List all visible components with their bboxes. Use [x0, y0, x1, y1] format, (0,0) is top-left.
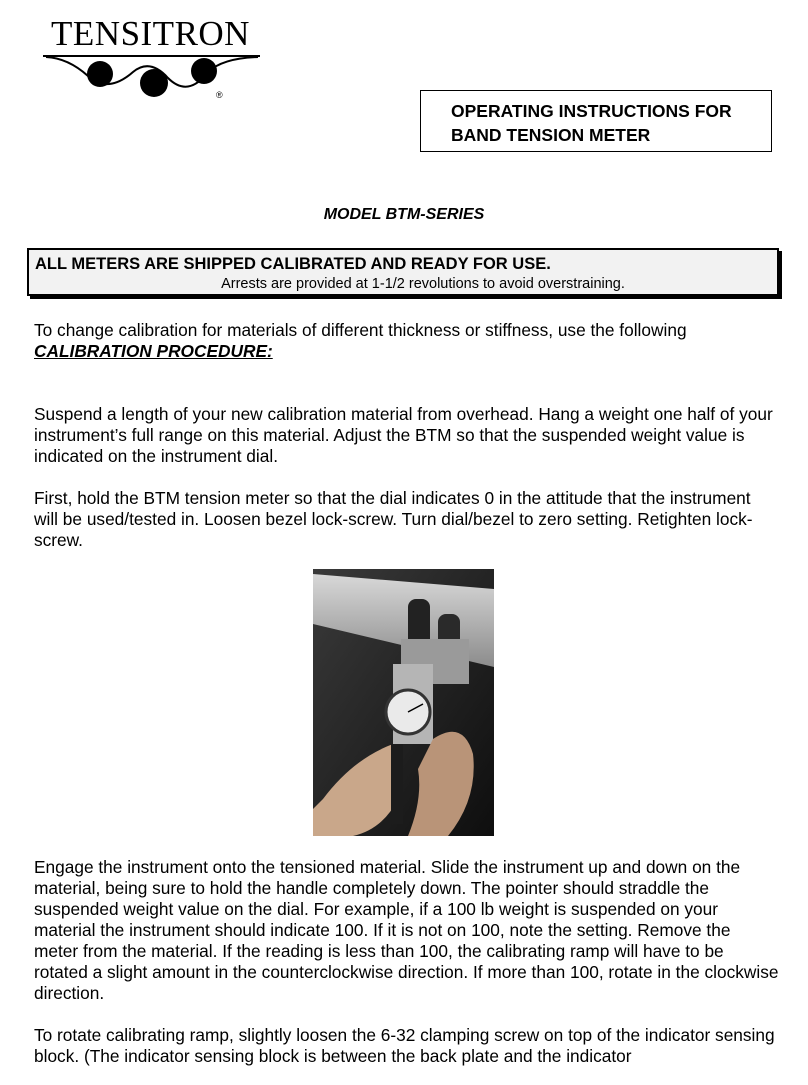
title-line-2: BAND TENSION METER: [451, 125, 651, 145]
paragraph-zero-dial: First, hold the BTM tension meter so that the dial indicates 0 in the attitude that the instrument will be used/tested in. Loosen bezel lock-screw. Turn dial/bezel to zero setting. Retighten lock-screw.: [34, 488, 753, 550]
notice-heading: ALL METERS ARE SHIPPED CALIBRATED AND READY FOR USE.: [35, 255, 551, 273]
logo-rollers-graphic: [38, 54, 263, 104]
paragraph-rotate-ramp: To rotate calibrating ramp, slightly loosen the 6-32 clamping screw on top of the indicator sensing block. (The indicator sensing block is between the back plate and the indicator: [34, 1025, 775, 1066]
tensitron-logo: [38, 14, 263, 104]
paragraph-suspend: Suspend a length of your new calibration material from overhead. Hang a weight one half of your instrument’s full range on this material. Adjust the BTM so that the suspended weight value is indicated on the instrument dial.: [34, 404, 773, 466]
registered-mark: ®: [216, 90, 223, 100]
title-line-1: OPERATING INSTRUCTIONS FOR: [451, 101, 732, 121]
document-title-box: [420, 90, 772, 152]
logo-text: TENSITRON: [51, 14, 250, 53]
intro-text: To change calibration for materials of different thickness or stiffness, use the following: [34, 320, 687, 340]
shipping-notice-box: [27, 248, 779, 296]
model-heading: MODEL BTM-SERIES: [323, 206, 485, 223]
calibration-procedure-heading: CALIBRATION PROCEDURE:: [34, 341, 273, 361]
instrument-photo: [313, 569, 494, 836]
notice-subtext: Arrests are provided at 1-1/2 revolutions to avoid overstraining.: [221, 276, 625, 292]
intro-paragraph: [34, 320, 779, 362]
paragraph-engage: Engage the instrument onto the tensioned material. Slide the instrument up and down on the material, being sure to hold the handle completely down. The pointer should straddle the suspended weight value on the dial. For example, if a 100 lb weight is suspended on your material the instrument should indicate 100. If it is not on 100, note the setting. Remove the meter from the material. If the reading is less than 100, the calibrating ramp will have to be rotated a slight amount in the counterclockwise direction. If more than 100, rotate in the clockwise direction.: [34, 857, 779, 1003]
